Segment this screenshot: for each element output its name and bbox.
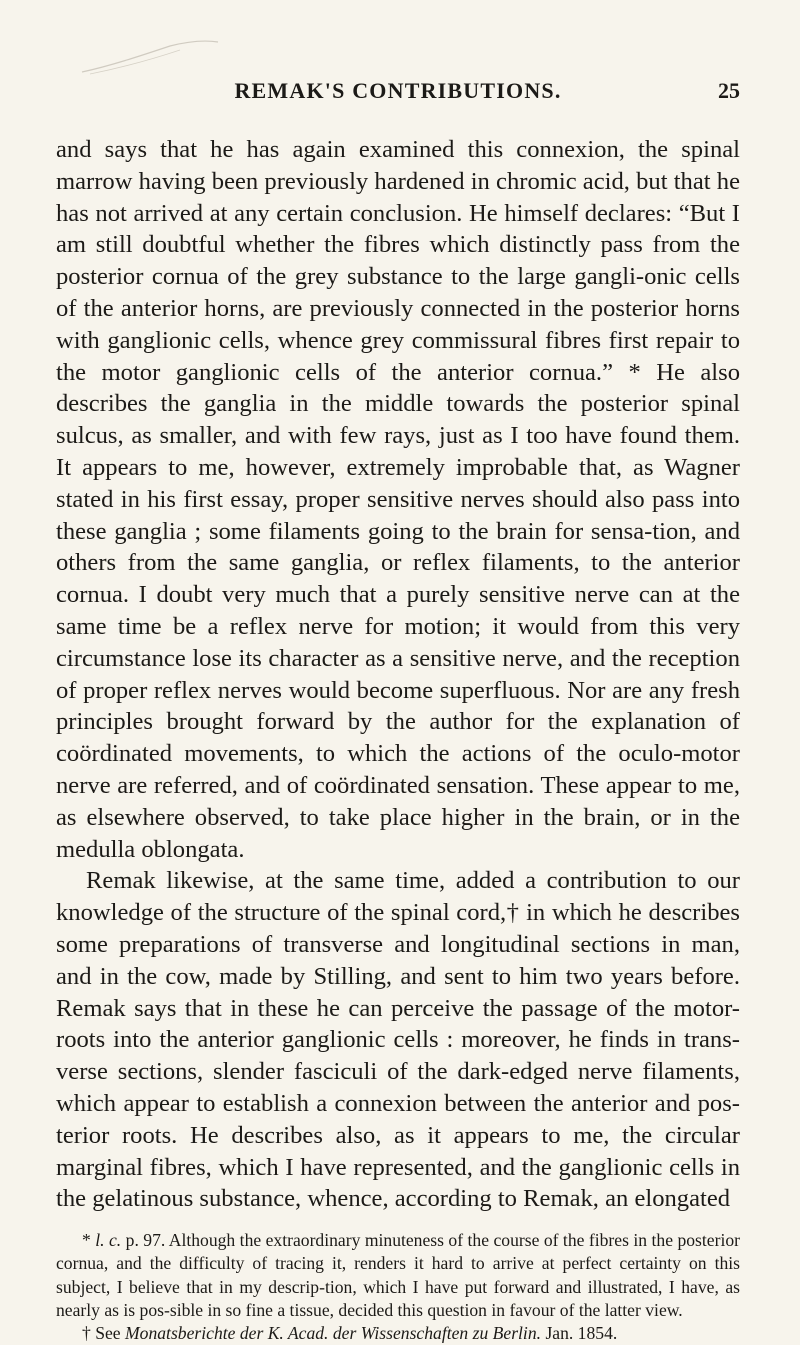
page-header: [56, 78, 740, 118]
footnote-2-see: See: [95, 1322, 121, 1343]
footnote-1: [56, 1229, 740, 1322]
footnotes: [56, 1229, 740, 1345]
running-head: REMAK'S CONTRIBUTIONS.: [234, 78, 562, 103]
footnote-2-date: Jan. 1854.: [545, 1322, 618, 1343]
footnote-2-marker: †: [82, 1322, 91, 1343]
footnote-2: [56, 1322, 740, 1345]
body-text: [56, 134, 740, 1215]
footnote-1-text: p. 97. Although the extraordinary minuteness of the course of the fibres in the posterior cornua, and the difficulty of tracing it, renders it hard to arrive at perfect certainty on this subject, I believe that in my descrip-tion, which I have put forward and illustrated, I have, as nearly as is pos-sible in so fine a tissue, decided this question in favour of the latter view.: [56, 1230, 740, 1320]
paragraph-1: and says that he has again examined this connexion, the spinal marrow having been previously hardened in chromic acid, but that he has not arrived at any certain conclusion. He himself declares: “But I am still doubtful whether the fibres which distinctly pass from the posterior cornua of the grey substance to the large gangli-onic cells of the anterior horns, are previously connected in the posterior horns with ganglionic cells, whence grey commissural fibres first repair to the motor ganglionic cells of the anterior cornua.” * He also describes the ganglia in the middle towards the posterior spinal sulcus, as smaller, and with few rays, just as I too have found them. It appears to me, however, extremely improbable that, as Wagner stated in his first essay, proper sensitive nerves should also pass into these ganglia ; some filaments going to the brain for sensa-tion, and others from the same ganglia, or reflex filaments, to the anterior cornua. I doubt very much that a purely sensitive nerve can at the same time be a reflex nerve for motion; it would from this very circumstance lose its character as a sensitive nerve, and the reception of proper reflex nerves would become superfluous. Nor are any fresh principles brought forward by the author for the explanation of coördinated movements, to which the actions of the oculo-motor nerve are referred, and of coördinated sensation. These appear to me, as elsewhere observed, to take place higher in the brain, or in the medulla oblongata.: [56, 136, 740, 863]
footnote-1-marker: *: [82, 1230, 91, 1251]
ink-smudge-mark: [80, 38, 220, 78]
footnote-2-citation: Monatsberichte der K. Acad. der Wissenschaften zu Berlin.: [125, 1322, 542, 1343]
paragraph-2: Remak likewise, at the same time, added a contribution to our knowledge of the structure of the spinal cord,† in which he describes some preparations of transverse and longitudinal sections in man, and in the cow, made by Stilling, and sent to him two years before. Remak says that in these he can perceive the passage of the motor-roots into the anterior ganglionic cells : moreover, he finds in trans-verse sections, slender fasciculi of the dark-edged nerve filaments, which appear to establish a connexion between the anterior and pos-terior roots. He describes also, as it appears to me, the circular marginal fibres, which I have represented, and the ganglionic cells in the gelatinous substance, whence, according to Remak, an elongated: [56, 867, 740, 1213]
page-number: 25: [718, 78, 740, 103]
footnote-1-reference: l. c.: [95, 1230, 122, 1251]
